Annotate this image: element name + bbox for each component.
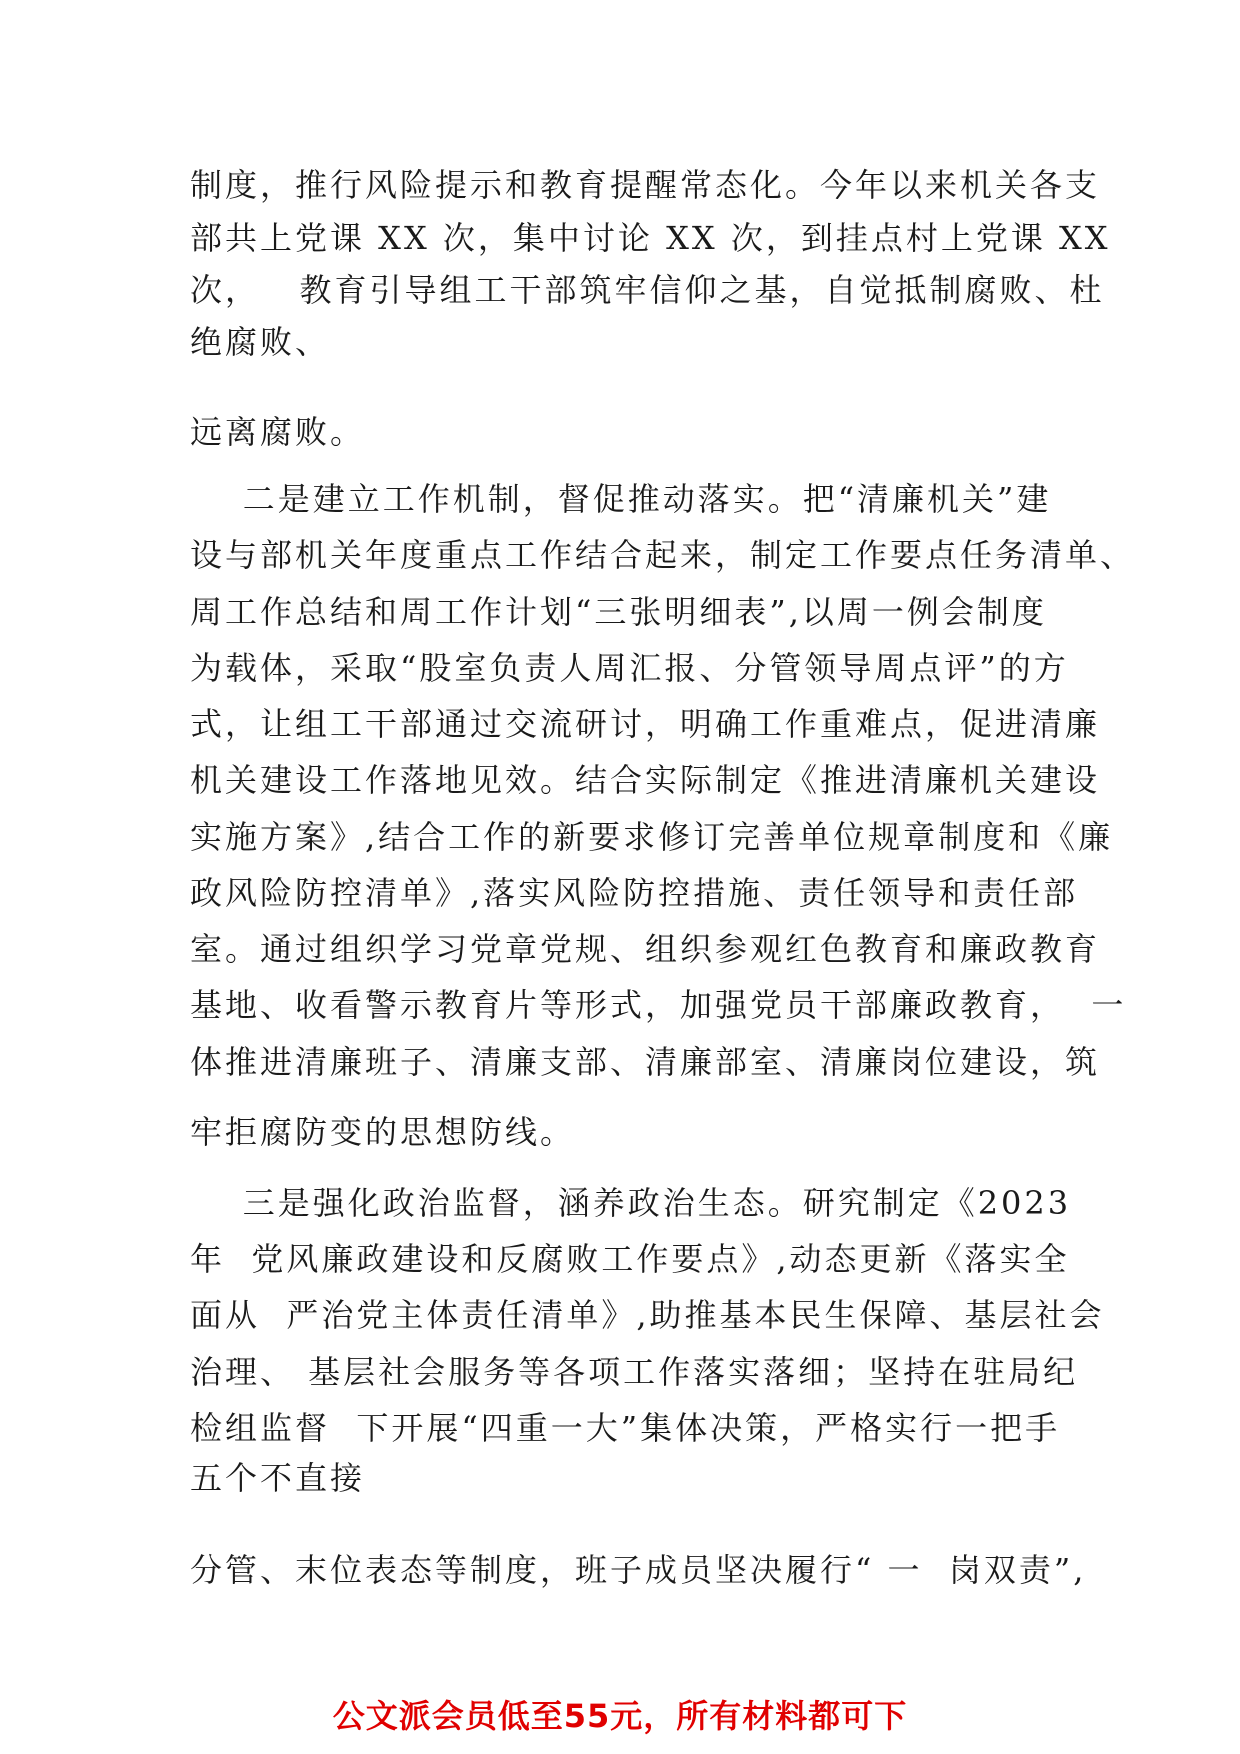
text-line: 五个不直接 [190, 1459, 366, 1497]
text-line: 面从 严治党主体责任清单》,助推基本民生保障、基层社会 [190, 1296, 1105, 1334]
text-line: 设与部机关年度重点工作结合起来，制定工作要点任务清单、 [190, 536, 1136, 574]
text-line: 远离腐败。 [190, 413, 366, 451]
text-line: 体推进清廉班子、清廉支部、清廉部室、清廉岗位建设，筑 [190, 1043, 1101, 1081]
text-line: 部共上党课 XX 次，集中讨论 XX 次，到挂点村上党课 XX [190, 219, 1111, 257]
text-line: 治理、 基层社会服务等各项工作落实落细；坚持在驻局纪 [190, 1353, 1079, 1391]
text-line: 绝腐败、 [190, 323, 331, 361]
text-line: 三是强化政治监督，涵养政治生态。研究制定《2023 [190, 1184, 1072, 1222]
text-line: 周工作总结和周工作计划“三张明细表”,以周一例会制度 [190, 593, 1047, 631]
text-line: 政风险防控清单》,落实风险防控措施、责任领导和责任部 [190, 874, 1079, 912]
text-line: 式，让组工干部通过交流研讨，明确工作重难点，促进清廉 [190, 705, 1101, 743]
text-line: 分管、末位表态等制度，班子成员坚决履行“ 一 岗双责”, [190, 1551, 1087, 1589]
text-line: 检组监督 下开展“四重一大”集体决策，严格实行一把手 [190, 1409, 1061, 1447]
text-line: 为载体，采取“股室负责人周汇报、分管领导周点评”的方 [190, 649, 1069, 687]
text-line: 年 党风廉政建设和反腐败工作要点》,动态更新《落实全 [190, 1240, 1070, 1278]
text-line: 室。通过组织学习党章党规、组织参观红色教育和廉政教育 [190, 930, 1101, 968]
promo-footer: 公文派会员低至55元，所有材料都可下 [332, 1697, 908, 1735]
text-line: 机关建设工作落地见效。结合实际制定《推进清廉机关建设 [190, 761, 1101, 799]
text-line: 牢拒腐防变的思想防线。 [190, 1113, 576, 1151]
text-line: 实施方案》,结合工作的新要求修订完善单位规章制度和《廉 [190, 818, 1114, 856]
text-line: 基地、收看警示教育片等形式，加强党员干部廉政教育， 一 [190, 986, 1127, 1024]
text-line: 制度，推行风险提示和教育提醒常态化。今年以来机关各支 [190, 166, 1101, 204]
text-line: 次， 教育引导组工干部筑牢信仰之基，自觉抵制腐败、杜 [190, 271, 1105, 309]
text-line: 二是建立工作机制，督促推动落实。把“清廉机关”建 [190, 480, 1052, 518]
